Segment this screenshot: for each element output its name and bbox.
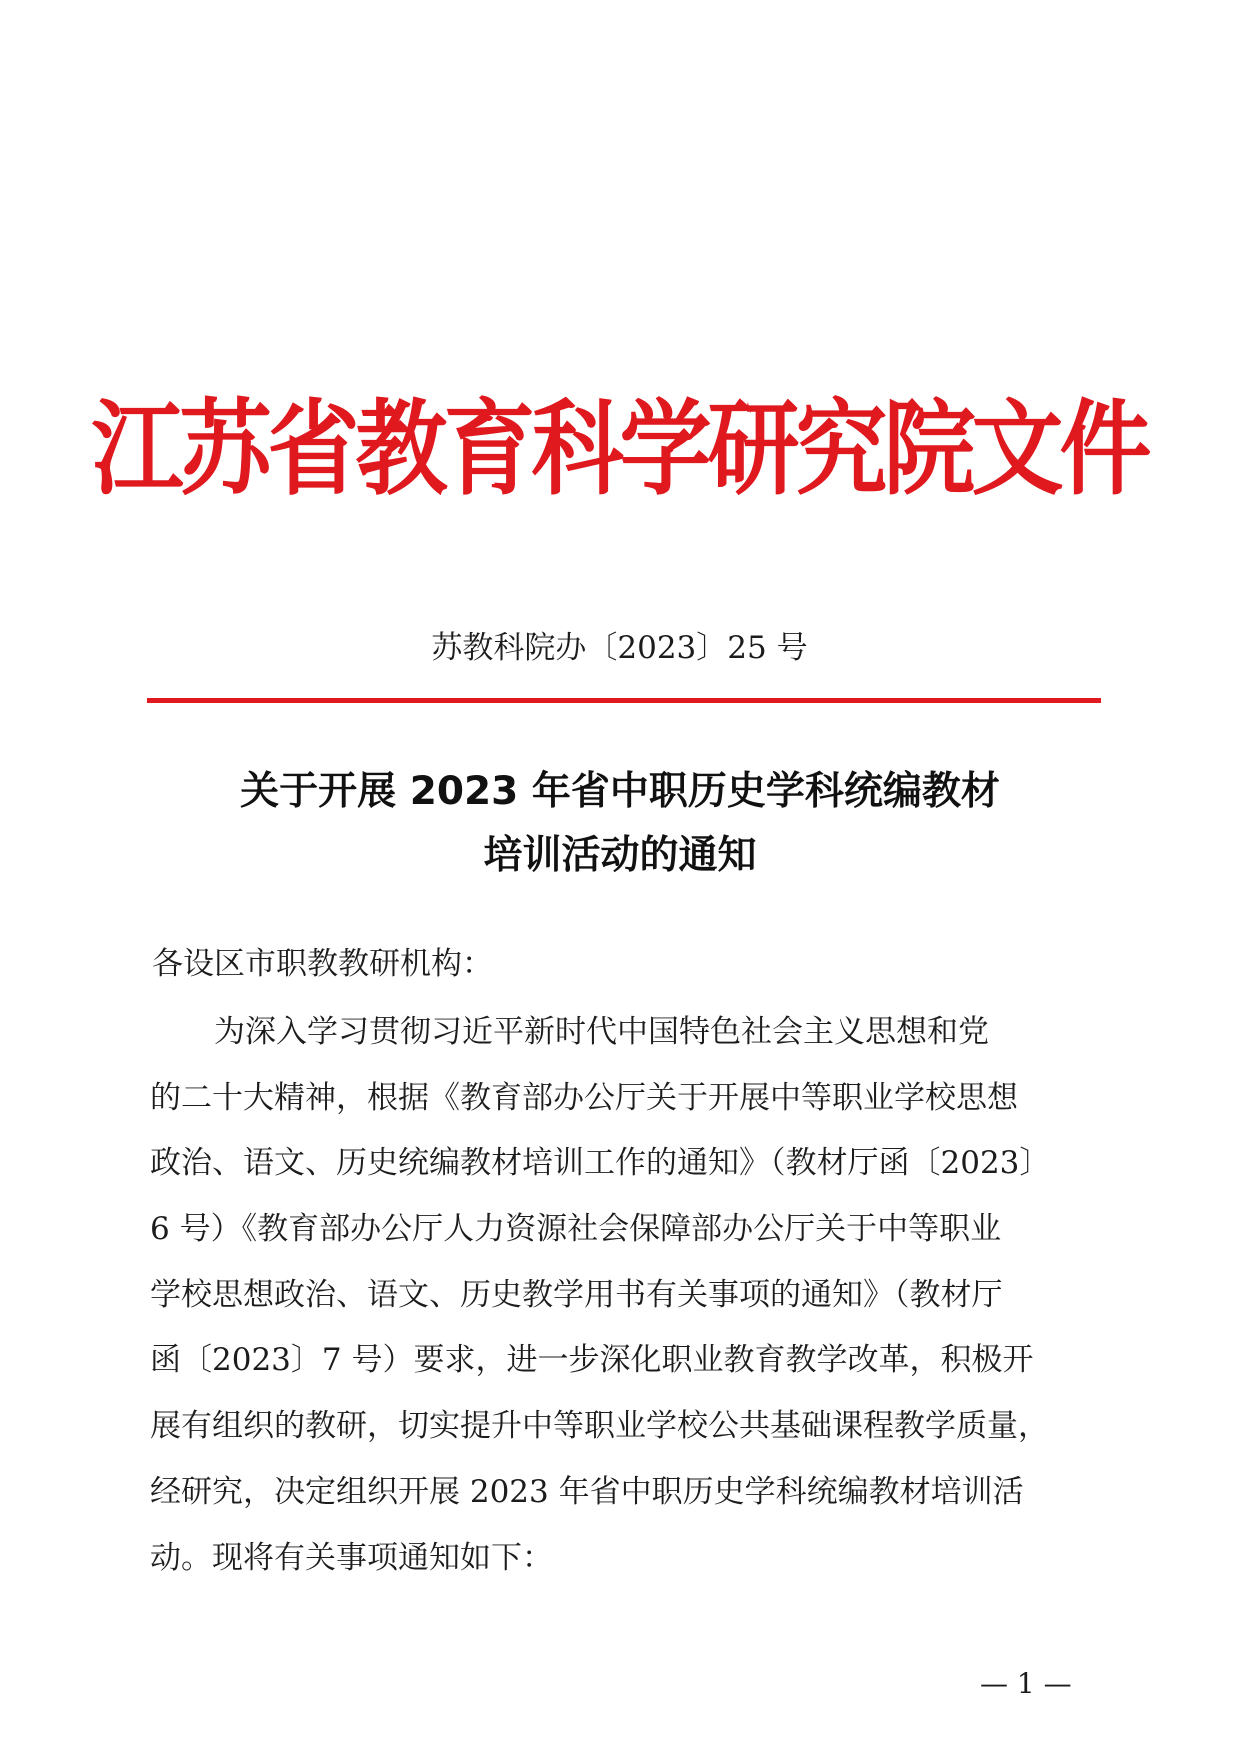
body-line: 经研究，决定组织开展 2023 年省中职历史学科统编教材培训活	[150, 1473, 1024, 1510]
page-number: — 1 —	[980, 1667, 1072, 1700]
document-number: 苏教科院办〔2023〕25 号	[431, 630, 808, 666]
document-header-title: 江苏省教育科学研究院文件	[91, 389, 1148, 510]
header-divider	[147, 698, 1101, 703]
body-line: 的二十大精神，根据《教育部办公厅关于开展中等职业学校思想	[150, 1079, 1018, 1116]
salutation: 各设区市职教教研机构：	[152, 946, 493, 982]
body-line: 政治、语文、历史统编教材培训工作的通知》（教材厅函〔2023〕	[150, 1145, 1051, 1182]
notice-title	[120, 760, 1120, 888]
body-paragraph	[150, 1012, 1095, 1603]
body-line: 展有组织的教研，切实提升中等职业学校公共基础课程教学质量，	[150, 1408, 1049, 1445]
body-line: 6 号）《教育部办公厅人力资源社会保障部办公厅关于中等职业	[150, 1211, 1002, 1248]
body-line: 学校思想政治、语文、历史教学用书有关事项的通知》（教材厅	[150, 1276, 1003, 1313]
notice-title-line-1: 关于开展 2023 年省中职历史学科统编教材	[240, 769, 1000, 814]
notice-title-line-2: 培训活动的通知	[483, 833, 757, 878]
body-line: 函〔2023〕7 号）要求，进一步深化职业教育教学改革，积极开	[150, 1342, 1034, 1379]
body-line: 为深入学习贯彻习近平新时代中国特色社会主义思想和党	[214, 1014, 989, 1050]
body-line: 动。现将有关事项通知如下：	[150, 1539, 553, 1576]
